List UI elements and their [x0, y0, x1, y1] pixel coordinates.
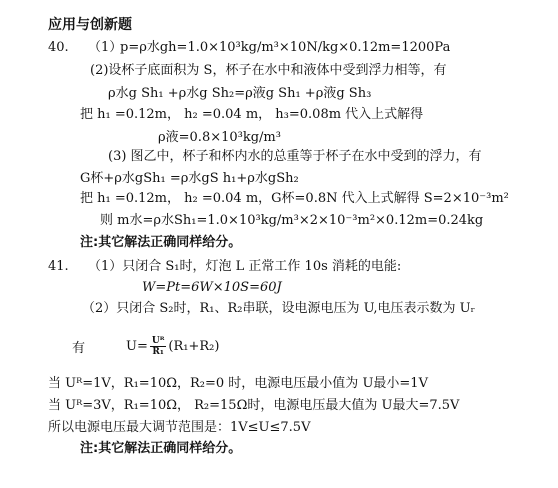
- section-title: 应用与创新题: [48, 17, 132, 33]
- q41-part1-intro: （1）只闭合 S₁时，灯泡 L 正常工作 10s 消耗的电能:: [88, 259, 402, 274]
- q40-part1-formula: p=ρ水gh=1.0×10³kg/m³×10N/kg×0.12m=1200Pa: [120, 40, 451, 55]
- q40-note: 注:其它解法正确同样给分。: [80, 235, 242, 250]
- q40-part3-intro: (3) 图乙中，杯子和杯内水的总重等于杯子在水中受到的浮力，有: [108, 149, 482, 164]
- fraction: [150, 336, 167, 357]
- q40-number: 40.: [48, 40, 69, 55]
- q40-part1-label: （1）: [88, 40, 123, 55]
- q40-part2-values: 把 h₁ =0.12m， h₂ =0.04 m， h₃=0.08m 代入上式解得: [80, 107, 424, 122]
- formula-left: U=: [126, 339, 148, 354]
- formula-right: (R₁+R₂): [168, 339, 220, 354]
- q41-range: 所以电源电压最大调节范围是：1V≤U≤7.5V: [48, 420, 311, 435]
- q41-note: 注:其它解法正确同样给分。: [80, 441, 242, 456]
- q40-part3-values: 把 h₁ =0.12m， h₂ =0.04 m，G杯=0.8N 代入上式解得 S=2×10⁻³m²: [80, 191, 509, 206]
- q41-part2-have: 有: [72, 341, 86, 356]
- q40-part3-equation: G杯+ρ水gSh₁ =ρ水gS h₁+ρ水gSh₂: [80, 171, 299, 186]
- q41-part2-formula: [126, 335, 219, 359]
- q40-part2-intro: (2)设杯子底面积为 S，杯子在水中和液体中受到浮力相等，有: [90, 63, 447, 78]
- q41-number: 41.: [48, 259, 69, 274]
- q40-part2-result: ρ液=0.8×10³kg/m³: [158, 130, 281, 145]
- q41-part1-formula: W=Pt=6W×10S=60J: [142, 280, 282, 295]
- fraction-numerator: Uᴿ: [151, 336, 165, 346]
- q40-part2-equation: ρ水g Sh₁ +ρ水g Sh₂=ρ液g Sh₁ +ρ液g Sh₃: [108, 86, 372, 101]
- q41-case1: 当 Uᴿ=1V，R₁=10Ω，R₂=0 时，电源电压最小值为 U最小=1V: [48, 376, 428, 391]
- q41-case2: 当 Uᴿ=3V，R₁=10Ω， R₂=15Ω时，电源电压最大值为 U最大=7.5V: [48, 398, 460, 413]
- q40-part3-result: 则 m水=ρ水Sh₁=1.0×10³kg/m³×2×10⁻³m²×0.12m=0.24kg: [100, 213, 484, 228]
- q41-part2-intro: （2）只闭合 S₂时，R₁、R₂串联，设电源电压为 U,电压表示数为 Uᵣ: [82, 301, 476, 316]
- fraction-denominator: R₁: [152, 347, 164, 357]
